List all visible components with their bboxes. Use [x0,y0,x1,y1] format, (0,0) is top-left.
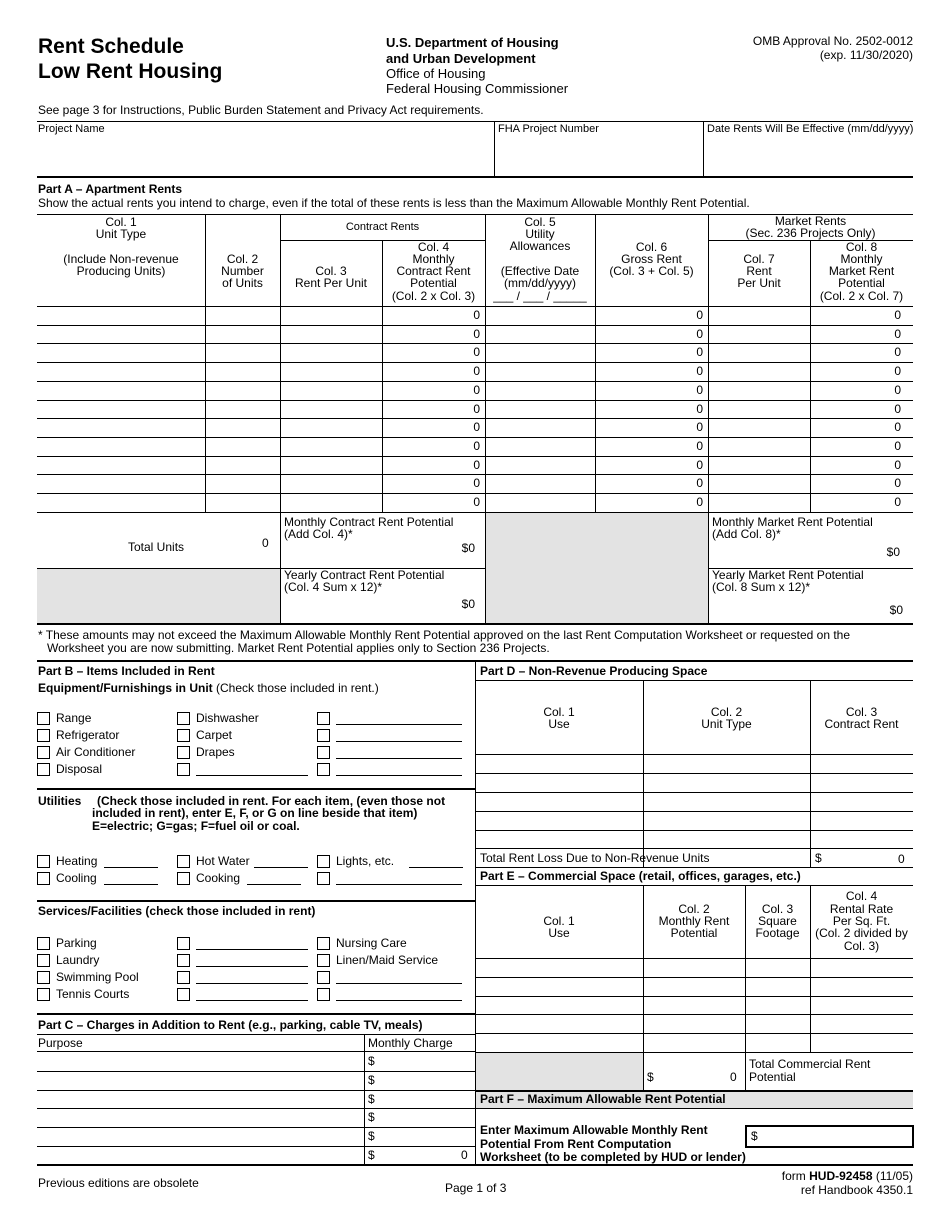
equipment-checkbox[interactable] [177,712,190,725]
row-col8-value: 0 [894,476,901,490]
service-checkbox[interactable] [317,954,330,967]
part-f-enter-b: Potential From Rent Computation [480,1137,672,1151]
col8-header-d: Potential [838,276,885,290]
agency-line4: Federal Housing Commissioner [386,81,569,96]
row-col6-value: 0 [696,383,703,397]
monthly-contract-value[interactable]: $0 [461,541,475,555]
equipment-label: Disposal [56,762,103,776]
market-rents-header-a: Market Rents [774,214,847,228]
service-checkbox[interactable] [317,971,330,984]
row-col6-value: 0 [696,495,703,509]
equipment-label: Carpet [196,728,233,742]
part-d-col1-a: Col. 1 [543,705,575,719]
part-a-row-11-col3-field[interactable] [281,494,381,511]
handbook-ref: ref Handbook 4350.1 [800,1183,913,1197]
part-a-row-1-col3-field[interactable] [281,307,381,324]
part-a-row-6-col5-field[interactable] [486,401,594,418]
part-a-gray-middle [486,513,708,623]
part-a-row-9-col2-field[interactable] [206,457,279,474]
part-d-col3-a: Col. 3 [845,705,878,719]
part-c-purpose-field[interactable] [38,1091,363,1108]
yearly-contract-label-b: (Col. 4 Sum x 12)* [284,580,383,594]
row-col4-value: 0 [473,308,480,322]
part-d-row-divider [475,773,913,774]
equipment-label: Air Conditioner [56,745,136,759]
service-label: Tennis Courts [56,987,130,1001]
row-col8-value: 0 [894,495,901,509]
col1-header-c: (Include Non-revenue [63,252,179,266]
page-number: Page 1 of 3 [445,1181,507,1195]
part-a-row-5-col1-field[interactable] [38,382,204,399]
part-a-row-5-col3-field[interactable] [281,382,381,399]
utility-label: Lights, etc. [336,854,395,868]
part-f-title: Part F – Maximum Allowable Rent Potential [480,1092,726,1106]
equipment-checkbox[interactable] [37,712,50,725]
part-d-col3-b: Contract Rent [824,717,899,731]
part-a-row-6-col2-field[interactable] [206,401,279,418]
part-a-row-8-col1-field[interactable] [38,438,204,455]
part-e-total-label-a: Total Commercial Rent [749,1057,871,1071]
equipment-checkbox[interactable] [317,746,330,759]
part-a-row-8-col3-field[interactable] [281,438,381,455]
row-col8-value: 0 [894,308,901,322]
part-a-row-3-col7-field[interactable] [709,344,809,361]
market-rents-header-b: (Sec. 236 Projects Only) [745,226,876,240]
service-checkbox[interactable] [177,988,190,1001]
service-label: Linen/Maid Service [336,953,439,967]
part-a-row-2-col2-field[interactable] [206,326,279,343]
part-e-col2-b: Monthly Rent [658,914,730,928]
service-label: Parking [56,936,97,950]
part-c-dollar: $ [368,1129,375,1143]
part-e-col4-d: (Col. 2 divided by [815,926,908,940]
service-checkbox[interactable] [37,988,50,1001]
project-name-label: Project Name [38,123,105,135]
service-checkbox[interactable] [37,954,50,967]
part-a-row-7-col1-field[interactable] [38,419,204,436]
form-number: form HUD-92458 (11/05) [781,1169,913,1183]
part-a-row-3-col5-field[interactable] [486,344,594,361]
yearly-contract-label-a: Yearly Contract Rent Potential [284,568,445,582]
part-a-row-5-col7-field[interactable] [709,382,809,399]
previous-editions-note: Previous editions are obsolete [38,1176,199,1190]
row-col8-value: 0 [894,345,901,359]
row-col4-value: 0 [473,476,480,490]
part-e-col3-b: Square [758,914,797,928]
utilities-note-3: E=electric; G=gas; F=fuel oil or coal. [92,819,300,833]
part-e-col4-b: Rental Rate [829,902,894,916]
yearly-market-value[interactable]: $0 [889,603,903,617]
part-a-row-11-col7-field[interactable] [709,494,809,511]
equipment-other-blank[interactable] [336,758,462,759]
part-a-row-10-col3-field[interactable] [281,475,381,492]
part-a-row-4-col7-field[interactable] [709,363,809,380]
utility-label: Cooking [196,871,241,885]
part-e-col4-a: Col. 4 [845,889,878,903]
service-other-blank[interactable] [196,949,308,950]
row-col6-value: 0 [696,308,703,322]
row-col4-value: 0 [473,439,480,453]
col3-header-a: Col. 3 [315,264,347,278]
date-effective-field[interactable] [705,138,912,174]
equipment-other-blank[interactable] [336,775,462,776]
col7-header-c: Per Unit [737,276,781,290]
part-f-enter-c: Worksheet (to be completed by HUD or lender) [480,1150,746,1164]
row-col6-value: 0 [696,439,703,453]
part-c-purpose-field[interactable] [38,1109,363,1126]
utility-label: Heating [56,854,98,868]
part-c-title: Part C – Charges in Addition to Rent (e.g., parking, cable TV, meals) [38,1018,423,1032]
part-d-row-divider [475,830,913,831]
part-c-purpose-field[interactable] [38,1072,363,1089]
row-col4-value: 0 [473,345,480,359]
part-d-col2-b: Unit Type [701,717,752,731]
part-e-col1-b: Use [548,926,570,940]
part-e-col4-e: Col. 3) [843,939,880,953]
part-d-col2-a: Col. 2 [710,705,743,719]
equipment-checkbox[interactable] [317,729,330,742]
part-a-row-9-col7-field[interactable] [709,457,809,474]
row-col8-value: 0 [894,402,901,416]
part-d-title: Part D – Non-Revenue Producing Space [480,664,708,678]
instructions-note: See page 3 for Instructions, Public Burden Statement and Privacy Act requirements. [38,103,484,117]
part-a-row-9-col3-field[interactable] [281,457,381,474]
part-e-col3-a: Col. 3 [761,902,794,916]
part-e-row-divider [475,977,913,978]
equipment-label: Refrigerator [56,728,120,742]
monthly-contract-label-a: Monthly Contract Rent Potential [284,515,454,529]
part-a-row-2-col7-field[interactable] [709,326,809,343]
equipment-label: Range [56,711,92,725]
row-col8-value: 0 [894,364,901,378]
part-e-total-dollar: $ [647,1070,654,1084]
row-col6-value: 0 [696,458,703,472]
equipment-other-blank[interactable] [336,741,462,742]
part-c-purpose-field[interactable] [38,1128,363,1145]
part-d-row-divider [475,811,913,812]
row-col8-value: 0 [894,439,901,453]
part-a-row-4-col1-field[interactable] [38,363,204,380]
part-a-row-6-col7-field[interactable] [709,401,809,418]
part-c-dollar: $ [368,1148,375,1162]
col5-header-e: (mm/dd/yyyy) [504,276,576,290]
row-col4-value: 0 [473,327,480,341]
part-a-row-6-col1-field[interactable] [38,401,204,418]
row-col6-value: 0 [696,364,703,378]
part-a-row-8-col2-field[interactable] [206,438,279,455]
service-label: Swimming Pool [56,970,139,984]
contract-rents-header: Contract Rents [345,221,420,233]
part-a-row-3-col3-field[interactable] [281,344,381,361]
monthly-contract-label-b: (Add Col. 4)* [284,527,353,541]
col1-header-a: Col. 1 [105,215,137,229]
equipment-checkbox[interactable] [177,729,190,742]
part-a-row-6-col3-field[interactable] [281,401,381,418]
col5-header-d: (Effective Date [500,264,580,278]
col3-header-b: Rent Per Unit [294,276,368,290]
part-c-total-value[interactable]: 0 [461,1148,468,1162]
part-a-row-10-col7-field[interactable] [709,475,809,492]
equipment-checkbox[interactable] [177,763,190,776]
part-d-total-dollar: $ [815,851,822,865]
row-col4-value: 0 [473,383,480,397]
part-a-row-5-col2-field[interactable] [206,382,279,399]
row-col4-value: 0 [473,458,480,472]
part-a-row-7-col7-field[interactable] [709,419,809,436]
utility-label: Cooling [56,871,97,885]
equipment-heading [38,682,379,695]
fha-project-number-field[interactable] [496,138,701,174]
part-c-dollar: $ [368,1092,375,1106]
row-col8-value: 0 [894,383,901,397]
part-d-row-divider [475,792,913,793]
part-d-total-value[interactable]: 0 [898,852,905,866]
row-col6-value: 0 [696,420,703,434]
yearly-market-label-b: (Col. 8 Sum x 12)* [712,580,811,594]
col5-effective-date-blank[interactable]: ___ / ___ / _____ [493,289,587,303]
part-c-dollar: $ [368,1073,375,1087]
yearly-market-label-a: Yearly Market Rent Potential [712,568,864,582]
part-a-row-5-col5-field[interactable] [486,382,594,399]
part-a-row-9-col1-field[interactable] [38,457,204,474]
col5-header-c: Allowances [509,239,571,253]
part-a-row-10-col5-field[interactable] [486,475,594,492]
fha-project-number-label: FHA Project Number [498,123,599,135]
equipment-checkbox[interactable] [37,763,50,776]
utility-other-blank[interactable] [336,884,462,885]
form-title-line2: Low Rent Housing [38,60,223,83]
max-allowable-dollar: $ [751,1129,758,1143]
col1-header-b: Unit Type [95,227,147,241]
equipment-checkbox[interactable] [317,712,330,725]
col4-header-e: (Col. 2 x Col. 3) [391,289,476,303]
part-e-gray-cell [476,1053,643,1090]
col2-header-b: Number [221,264,264,278]
row-col4-value: 0 [473,402,480,416]
row-col8-value: 0 [894,327,901,341]
col7-header-a: Col. 7 [743,252,775,266]
service-other-blank[interactable] [196,983,308,984]
part-e-col3-c: Footage [755,926,800,940]
equipment-checkbox[interactable] [317,763,330,776]
service-checkbox[interactable] [317,988,330,1001]
col6-header-c: (Col. 3 + Col. 5) [609,264,694,278]
utility-checkbox[interactable] [317,872,330,885]
equipment-label: Dishwasher [196,711,259,725]
col6-header-a: Col. 6 [635,240,668,254]
part-a-row-11-col1-field[interactable] [38,494,204,511]
part-a-row-1-col2-field[interactable] [206,307,279,324]
part-c-dollar: $ [368,1054,375,1068]
row-col8-value: 0 [894,420,901,434]
part-e-row-divider [475,1033,913,1034]
form-title-line1: Rent Schedule [38,35,184,58]
monthly-market-label-a: Monthly Market Rent Potential [712,515,873,529]
part-e-col1-a: Col. 1 [543,914,575,928]
monthly-market-label-b: (Add Col. 8)* [712,527,781,541]
part-a-row-3-col2-field[interactable] [206,344,279,361]
col5-header-a: Col. 5 [524,215,556,229]
part-a-row-10-col2-field[interactable] [206,475,279,492]
agency-line3: Office of Housing [386,66,486,81]
col6-header-b: Gross Rent [621,252,682,266]
part-e-col4-c: Per Sq. Ft. [832,914,891,928]
equipment-note: (Check those included in rent.) [216,681,379,695]
utilities-title: Utilities [38,794,82,808]
row-col4-value: 0 [473,364,480,378]
equipment-label: Drapes [196,745,235,759]
equipment-other-blank[interactable] [336,724,462,725]
utility-checkbox[interactable] [177,855,190,868]
service-other-blank[interactable] [336,983,462,984]
part-a-title: Part A – Apartment Rents [38,182,183,196]
col7-header-b: Rent [746,264,772,278]
part-a-row-11-col2-field[interactable] [206,494,279,511]
footnote-line1: * These amounts may not exceed the Maximum Allowable Monthly Rent Potential approved on the last Rent Computation Worksheet or requested on the [38,628,851,642]
col4-header-b: Monthly [412,252,455,266]
row-col6-value: 0 [696,327,703,341]
project-name-field[interactable] [38,138,492,174]
equipment-title: Equipment/Furnishings in Unit [38,681,213,695]
row-col6-value: 0 [696,345,703,359]
col5-header-b: Utility [525,227,555,241]
utility-checkbox[interactable] [177,872,190,885]
total-units-label: Total Units [128,540,185,554]
col1-header-d: Producing Units) [76,264,166,278]
row-col4-value: 0 [473,495,480,509]
part-c-purpose-field[interactable] [38,1053,363,1070]
part-c-dollar: $ [368,1110,375,1124]
part-e-col2-c: Potential [670,926,718,940]
col8-header-b: Monthly [840,252,883,266]
part-a-row-1-col5-field[interactable] [486,307,594,324]
col8-header-e: (Col. 2 x Col. 7) [819,289,904,303]
equipment-checkbox[interactable] [37,729,50,742]
col4-header-d: Potential [410,276,457,290]
part-a-row-11-col5-field[interactable] [486,494,594,511]
part-d-col1-b: Use [548,717,570,731]
part-a-row-1-col1-field[interactable] [38,307,204,324]
part-a-row-4-col3-field[interactable] [281,363,381,380]
utility-label: Hot Water [196,854,250,868]
service-checkbox[interactable] [37,937,50,950]
service-checkbox[interactable] [37,971,50,984]
services-title: Services/Facilities (check those included in rent) [38,904,316,918]
col2-header-c: of Units [222,276,263,290]
part-a-gray-left [37,569,280,623]
col4-header-c: Contract Rent [396,264,471,278]
utility-fuel-blank[interactable] [409,867,463,868]
total-units-value[interactable]: 0 [262,536,269,550]
part-a-row-7-col3-field[interactable] [281,419,381,436]
part-a-row-8-col5-field[interactable] [486,438,594,455]
row-col8-value: 0 [894,458,901,472]
agency-line1: U.S. Department of Housing [386,35,559,50]
utility-fuel-blank[interactable] [104,867,158,868]
service-label: Nursing Care [336,936,407,950]
monthly-market-value[interactable]: $0 [886,545,900,559]
utility-checkbox[interactable] [37,872,50,885]
utility-fuel-blank[interactable] [254,867,308,868]
utility-checkbox[interactable] [37,855,50,868]
part-d-total-label: Total Rent Loss Due to Non-Revenue Units [480,851,710,865]
part-e-total-label-b: Potential [749,1070,796,1084]
omb-expiration: (exp. 11/30/2020) [819,48,913,62]
utilities-note-2: included in rent), enter E, F, or G on line beside that item) [92,806,418,820]
part-b-title: Part B – Items Included in Rent [38,664,215,678]
part-a-row-9-col5-field[interactable] [486,457,594,474]
part-a-row-2-col3-field[interactable] [281,326,381,343]
service-checkbox[interactable] [177,954,190,967]
part-a-row-4-col5-field[interactable] [486,363,594,380]
monthly-charge-label: Monthly Charge [368,1036,453,1050]
service-checkbox[interactable] [177,971,190,984]
service-checkbox[interactable] [317,937,330,950]
service-other-blank[interactable] [336,1000,462,1001]
service-other-blank[interactable] [196,1000,308,1001]
part-e-col2-a: Col. 2 [678,902,710,916]
equipment-other-blank[interactable] [196,775,308,776]
utilities-note-1: (Check those included in rent. For each item, (even those not [97,794,446,808]
service-checkbox[interactable] [177,937,190,950]
part-a-row-3-col1-field[interactable] [38,344,204,361]
part-a-row-8-col7-field[interactable] [709,438,809,455]
row-col4-value: 0 [473,420,480,434]
part-e-row-divider [475,996,913,997]
part-a-row-10-col1-field[interactable] [38,475,204,492]
col4-header-a: Col. 4 [417,240,450,254]
row-col6-value: 0 [696,476,703,490]
equipment-checkbox[interactable] [177,746,190,759]
part-c-purpose-field[interactable] [38,1147,363,1164]
col8-header-c: Market Rent [828,264,895,278]
part-f-enter-a: Enter Maximum Allowable Monthly Rent [480,1123,708,1137]
part-a-row-2-col1-field[interactable] [38,326,204,343]
part-e-total-value[interactable]: 0 [730,1070,737,1084]
part-a-row-4-col2-field[interactable] [206,363,279,380]
agency-line2: and Urban Development [386,51,536,66]
part-e-row-divider [475,1014,913,1015]
max-allowable-rent-field[interactable] [745,1125,914,1148]
col8-header-a: Col. 8 [845,240,878,254]
purpose-label: Purpose [38,1036,83,1050]
yearly-contract-value[interactable]: $0 [461,597,475,611]
row-col6-value: 0 [696,402,703,416]
utility-checkbox[interactable] [317,855,330,868]
service-label: Laundry [56,953,100,967]
omb-approval: OMB Approval No. 2502-0012 [752,34,913,48]
part-a-row-1-col7-field[interactable] [709,307,809,324]
footnote-line2: Worksheet you are now submitting. Market Rent Potential applies only to Section 236 Projects. [47,641,550,655]
part-a-subtitle: Show the actual rents you intend to charge, even if the total of these rents is less than the Maximum Allowable Monthly Rent Potential. [38,196,750,210]
utility-fuel-blank[interactable] [247,884,301,885]
utility-fuel-blank[interactable] [104,884,158,885]
col2-header-a: Col. 2 [226,252,259,266]
part-a-row-7-col2-field[interactable] [206,419,279,436]
service-other-blank[interactable] [196,966,308,967]
equipment-checkbox[interactable] [37,746,50,759]
date-effective-label: Date Rents Will Be Effective (mm/dd/yyyy) [707,123,914,135]
part-e-title: Part E – Commercial Space (retail, offices, garages, etc.) [480,869,801,883]
part-a-row-7-col5-field[interactable] [486,419,594,436]
part-a-row-2-col5-field[interactable] [486,326,594,343]
